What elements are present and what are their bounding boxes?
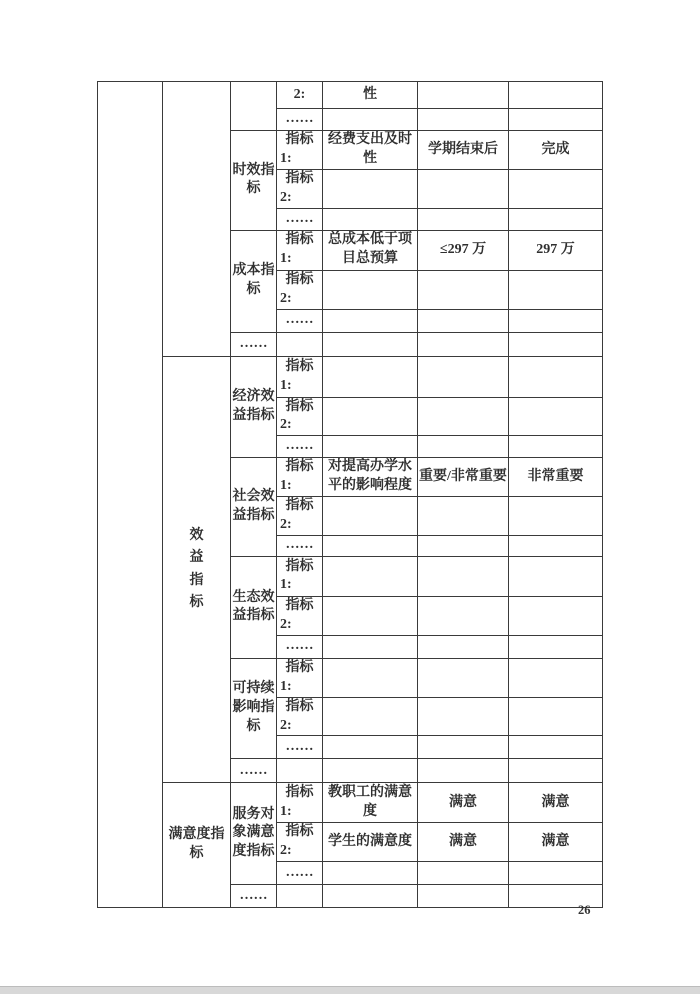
cell-ellipsis: ……: [277, 862, 323, 885]
cell-target-empty: [418, 556, 509, 596]
cell-actual-cost1: 297 万: [509, 230, 603, 270]
cell-actual-empty: [509, 497, 603, 536]
cell-indicator-name-empty: [323, 497, 418, 536]
cell-ellipsis: ……: [277, 309, 323, 332]
cell-indicator-name-empty: [323, 208, 418, 230]
cell-subcategory-sustainability: 可持续影响指标: [231, 658, 277, 759]
cell-actual-timeliness1: 完成: [509, 131, 603, 170]
cell-subcategory-cost: 成本指标: [231, 230, 277, 332]
cell-indicator-name-empty: [323, 658, 418, 697]
cell-actual-service2: 满意: [509, 823, 603, 862]
cell-actual-empty: [509, 170, 603, 209]
indicator-label: 指标: [285, 271, 314, 287]
cell-actual-empty: [509, 862, 603, 885]
cell-actual-service1: 满意: [509, 783, 603, 823]
page-number: 26: [578, 903, 591, 917]
cell-indicator-name-empty: [323, 170, 418, 209]
cell-target-empty: [418, 497, 509, 536]
cell-target-empty: [418, 332, 509, 356]
cell-target-empty: [418, 208, 509, 230]
indicator-number: 1:: [280, 478, 292, 494]
cell-indicator-name-empty: [323, 596, 418, 635]
cell-target-service2: 满意: [418, 823, 509, 862]
cell-actual-empty: [509, 356, 603, 397]
cell-indicator-num-1: [277, 356, 323, 397]
cell-indicator-num-2: [277, 170, 323, 209]
cell-target-empty: [418, 736, 509, 759]
cell-ellipsis: ……: [277, 635, 323, 658]
cell-indicator-name-empty: [323, 885, 418, 908]
cell-subcategory-ellipsis: ……: [231, 885, 277, 908]
indicator-number: 1:: [280, 678, 292, 694]
indicator-number: 1:: [280, 151, 292, 166]
cell-indicator-name-empty: [323, 736, 418, 759]
cell-category-carryover-empty: [163, 82, 231, 357]
cell-target-empty: [418, 658, 509, 697]
cell-indicator-num-2: [277, 823, 323, 862]
cell-indicator-name-social1: 对提高办学水平的影响程度: [323, 458, 418, 497]
cell-target-empty: [418, 759, 509, 783]
table-row: [98, 82, 603, 109]
cell-actual-empty: [509, 759, 603, 783]
cell-indicator-num-1: [277, 131, 323, 170]
cell-actual-empty: [509, 332, 603, 356]
cell-indicator-num-2: [277, 497, 323, 536]
indicator-label: 指标: [285, 824, 314, 840]
cell-first-level-category-empty: [98, 82, 163, 908]
indicator-number: 2:: [280, 616, 292, 632]
indicator-number: 1:: [280, 251, 292, 267]
cell-indicator-name-empty: [323, 109, 418, 131]
indicator-label: 指标: [285, 358, 314, 374]
cell-actual-empty: [509, 436, 603, 458]
page-bottom-edge: [0, 986, 700, 994]
indicator-number: 2:: [280, 189, 292, 205]
indicator-label: 指标: [285, 498, 314, 514]
indicator-label: 指标: [285, 132, 314, 148]
cell-actual-empty: [509, 397, 603, 436]
category-benefit-label: 效益指标: [189, 527, 204, 610]
cell-indicator-num-2: [277, 596, 323, 635]
cell-target-service1: 满意: [418, 783, 509, 823]
cell-indicator-num-2: [277, 697, 323, 736]
cell-ellipsis: ……: [277, 208, 323, 230]
cell-target-cost1: ≤297 万: [418, 230, 509, 270]
cell-indicator-num-empty: [277, 885, 323, 908]
cell-indicator-name-fragment: 性: [323, 82, 418, 109]
cell-target-empty: [418, 596, 509, 635]
cell-subcategory-economic: 经济效益指标: [231, 356, 277, 458]
cell-actual-empty: [509, 535, 603, 556]
cell-subcategory-ellipsis: ……: [231, 332, 277, 356]
indicator-number: 1:: [280, 377, 292, 393]
cell-ellipsis: ……: [277, 736, 323, 759]
performance-indicator-table: [97, 81, 603, 908]
cell-target-empty: [418, 397, 509, 436]
indicator-number: 2:: [280, 417, 292, 433]
cell-actual-empty: [509, 635, 603, 658]
cell-actual-empty: [509, 270, 603, 309]
cell-target-empty: [418, 697, 509, 736]
cell-target-empty: [418, 535, 509, 556]
cell-subcategory-ellipsis: ……: [231, 759, 277, 783]
indicator-label: 指标: [285, 785, 314, 801]
cell-indicator-name-empty: [323, 332, 418, 356]
indicator-label: 指标: [285, 232, 314, 248]
indicator-number: 1:: [280, 577, 292, 593]
cell-actual-empty: [509, 556, 603, 596]
cell-indicator-num-2: [277, 270, 323, 309]
indicator-label: 指标: [285, 459, 314, 475]
cell-subcategory-carryover-empty: [231, 82, 277, 131]
cell-indicator-num-1: [277, 556, 323, 596]
cell-indicator-num-1: [277, 230, 323, 270]
cell-indicator-name-empty: [323, 397, 418, 436]
indicator-label: 指标: [285, 171, 314, 186]
indicator-number: 1:: [280, 803, 292, 819]
indicator-number: 2:: [280, 843, 292, 859]
cell-actual-empty: [509, 82, 603, 109]
cell-indicator-name-service2: 学生的满意度: [323, 823, 418, 862]
cell-actual-empty: [509, 697, 603, 736]
cell-ellipsis: ……: [277, 535, 323, 556]
cell-target-empty: [418, 170, 509, 209]
cell-indicator-name-empty: [323, 436, 418, 458]
cell-actual-empty: [509, 208, 603, 230]
indicator-label: 指标: [285, 698, 314, 714]
cell-indicator-num-1: [277, 458, 323, 497]
cell-indicator-name-empty: [323, 535, 418, 556]
cell-indicator-name-empty: [323, 697, 418, 736]
cell-indicator-name-empty: [323, 759, 418, 783]
cell-indicator-name-empty: [323, 635, 418, 658]
cell-ellipsis: ……: [277, 109, 323, 131]
cell-target-empty: [418, 635, 509, 658]
cell-indicator-num-empty: [277, 332, 323, 356]
cell-category-benefit: [163, 356, 231, 783]
cell-indicator-num-fragment: 2:: [277, 82, 323, 109]
cell-actual-empty: [509, 736, 603, 759]
cell-target-empty: [418, 109, 509, 131]
indicator-number: 2:: [280, 517, 292, 533]
cell-indicator-name-empty: [323, 356, 418, 397]
cell-target-empty: [418, 309, 509, 332]
cell-target-empty: [418, 885, 509, 908]
cell-target-social1: 重要/非常重要: [418, 458, 509, 497]
indicator-number: 2:: [280, 717, 292, 733]
cell-actual-empty: [509, 109, 603, 131]
cell-target-timeliness1: 学期结束后: [418, 131, 509, 170]
cell-actual-social1: 非常重要: [509, 458, 603, 497]
table-row: [98, 356, 603, 397]
cell-indicator-name-cost1: 总成本低于项目总预算: [323, 230, 418, 270]
indicator-label: 指标: [285, 598, 314, 614]
cell-indicator-name-empty: [323, 556, 418, 596]
cell-indicator-name-empty: [323, 862, 418, 885]
cell-indicator-name-empty: [323, 309, 418, 332]
cell-indicator-name-empty: [323, 270, 418, 309]
cell-indicator-name-service1: 教职工的满意度: [323, 783, 418, 823]
cell-target-empty: [418, 436, 509, 458]
cell-target-empty: [418, 82, 509, 109]
cell-indicator-num-empty: [277, 759, 323, 783]
cell-indicator-num-1: [277, 783, 323, 823]
cell-subcategory-ecological: 生态效益指标: [231, 556, 277, 658]
cell-actual-empty: [509, 309, 603, 332]
indicator-number: 2:: [280, 290, 292, 306]
indicator-label: 指标: [285, 558, 314, 574]
cell-target-empty: [418, 356, 509, 397]
cell-indicator-num-1: [277, 658, 323, 697]
cell-subcategory-social: 社会效益指标: [231, 458, 277, 557]
cell-subcategory-service: 服务对象满意度指标: [231, 783, 277, 885]
cell-target-empty: [418, 270, 509, 309]
cell-indicator-num-2: [277, 397, 323, 436]
indicator-label: 指标: [285, 398, 314, 414]
cell-actual-empty: [509, 596, 603, 635]
cell-subcategory-timeliness: 时效指标: [231, 131, 277, 231]
cell-indicator-name-timeliness1: 经费支出及时性: [323, 131, 418, 170]
cell-category-satisfaction: 满意度指标: [163, 783, 231, 908]
table-row: [98, 783, 603, 823]
indicator-label: 指标: [285, 659, 314, 675]
cell-ellipsis: ……: [277, 436, 323, 458]
cell-actual-empty: [509, 658, 603, 697]
cell-target-empty: [418, 862, 509, 885]
